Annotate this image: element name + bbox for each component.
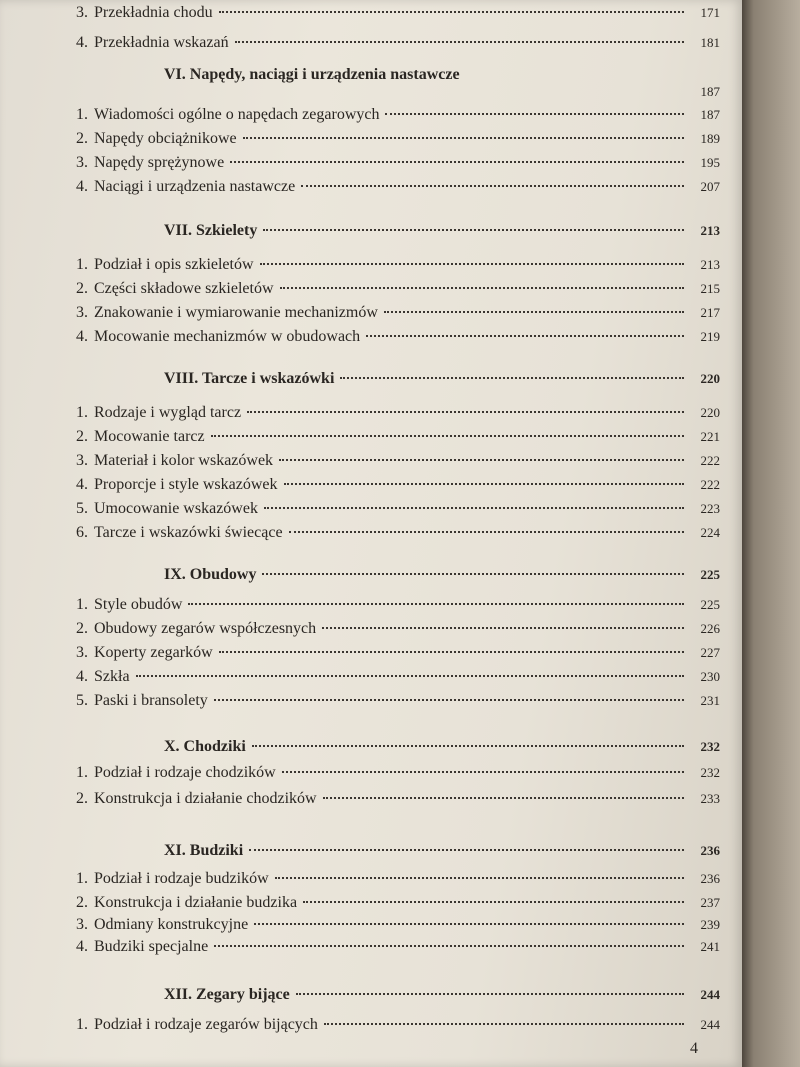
leader-dots <box>284 482 684 485</box>
leader-dots <box>384 310 684 313</box>
leader-dots <box>385 112 684 115</box>
leader-dots <box>262 572 684 575</box>
adjacent-page-edge <box>742 0 800 1067</box>
leader-dots <box>301 184 684 187</box>
toc-row-viii-4: 4. Proporcje i style wskazówek 222 <box>76 476 720 493</box>
toc-row-vii-3: 3. Znakowanie i wymiarowanie mechanizmów 217 <box>76 304 720 321</box>
toc-row-vii-1: 1. Podział i opis szkieletów 213 <box>76 256 720 273</box>
leader-dots <box>322 626 684 629</box>
toc-chapter-x: X. Chodziki 232 <box>164 738 720 755</box>
leader-dots <box>323 796 684 799</box>
toc-row-viii-1: 1. Rodzaje i wygląd tarcz 220 <box>76 404 720 421</box>
toc-row-viii-5: 5. Umocowanie wskazówek 223 <box>76 500 720 517</box>
leader-dots <box>230 160 684 163</box>
toc-row-vi-1: 1. Wiadomości ogólne o napędach zegarowych 187 <box>76 106 720 123</box>
toc-chapter-vi: VI. Napędy, naciągi i urządzenia nastawcze <box>164 66 460 83</box>
toc-row-vi-4: 4. Naciągi i urządzenia nastawcze 207 <box>76 178 720 195</box>
leader-dots <box>249 848 684 851</box>
toc-row-ix-2: 2. Obudowy zegarów współczesnych 226 <box>76 620 720 637</box>
toc-row-ix-1: 1. Style obudów 225 <box>76 596 720 613</box>
leader-dots <box>366 334 684 337</box>
leader-dots <box>219 650 684 653</box>
leader-dots <box>188 602 684 605</box>
toc-chapter-viii: VIII. Tarcze i wskazówki 220 <box>164 370 720 387</box>
toc-row-vii-4: 4. Mocowanie mechanizmów w obudowach 219 <box>76 328 720 345</box>
toc-row-viii-3: 3. Materiał i kolor wskazówek 222 <box>76 452 720 469</box>
toc-row-x-2: 2. Konstrukcja i działanie chodzików 233 <box>76 790 720 807</box>
leader-dots <box>260 262 684 265</box>
toc-row-xii-1: 1. Podział i rodzaje zegarów bijących 244 <box>76 1016 720 1033</box>
toc-chapter-xi: XI. Budziki 236 <box>164 842 720 859</box>
leader-dots <box>264 506 684 509</box>
toc-chapter-vii: VII. Szkielety 213 <box>164 222 720 239</box>
leader-dots <box>252 744 684 747</box>
toc-row-x-1: 1. Podział i rodzaje chodzików 232 <box>76 764 720 781</box>
leader-dots <box>282 770 684 773</box>
leader-dots <box>303 900 684 903</box>
page-number: 4 <box>690 1040 698 1057</box>
toc-row-viii-2: 2. Mocowanie tarcz 221 <box>76 428 720 445</box>
leader-dots <box>280 286 685 289</box>
leader-dots <box>275 876 684 879</box>
leader-dots <box>279 458 684 461</box>
toc-row-viii-6: 6. Tarcze i wskazówki świecące 224 <box>76 524 720 541</box>
leader-dots <box>296 992 684 995</box>
leader-dots <box>219 10 684 13</box>
leader-dots <box>211 434 684 437</box>
leader-dots <box>289 530 684 533</box>
toc-row-vi-3: 3. Napędy sprężynowe 195 <box>76 154 720 171</box>
book-page: 3. Przekładnia chodu 171 4. Przekładnia wskazań 181 VI. Napędy, naciągi i urządzenia nastawcze 187 1. Wiadomości ogólne o napędach zegarowych 187 2. Napędy obciążnikowe 189 3. Napędy sprężynowe 195 4. Naciągi i urządzenia nastawcze 207 VII. Szkielety 213 1. Podział i opis szkieletów 213 2. Części składowe szkieletów 215 3. Znakowanie i wymiarowanie mechanizmów 217 4. Mocowanie mechanizmów w obudowach 219 VIII. Tarcze i wskazówki 220 1. Rodzaje i wygląd tarcz 220 2. Mocowanie tarcz 221 3. Materiał i kolor wskazówek 222 4. Proporcje i style wskazówek 222 5. Umocowanie wskazówek 223 6. Tarcze i wskazówki świecące 224 IX. Obudowy 225 1. Style obudów 225 2. Obudowy zegarów współczesnych 226 3. Koperty zegarków 227 4. Szkła 230 5. Paski i bransolety 231 X. Chodziki 232 1. Podział i rodzaje chodzików 232 2. Konstrukcja i działanie chodzików 233 XI. Budziki 236 1. Podział i rodzaje budzików 236 2. Konstrukcja i działanie budzika 237 3. Odmiany konstrukcyjne 239 4. Budziki specjalne 241 XII. Zegary bijące 244 1. Podział i rodzaje zegarów bijących 244 4 <box>0 0 742 1067</box>
leader-dots <box>214 698 684 701</box>
toc-row-vi-2: 2. Napędy obciążnikowe 189 <box>76 130 720 147</box>
toc-row-ix-4: 4. Szkła 230 <box>76 668 720 685</box>
leader-dots <box>263 228 684 231</box>
leader-dots <box>235 40 684 43</box>
leader-dots <box>214 944 684 947</box>
toc-row-ch5-4: 4. Przekładnia wskazań 181 <box>76 34 720 51</box>
toc-row-xi-1: 1. Podział i rodzaje budzików 236 <box>76 870 720 887</box>
leader-dots <box>254 922 684 925</box>
toc-chapter-xii: XII. Zegary bijące 244 <box>164 986 720 1003</box>
toc-row-vii-2: 2. Części składowe szkieletów 215 <box>76 280 720 297</box>
leader-dots <box>136 674 684 677</box>
leader-dots <box>340 376 684 379</box>
toc-row-xi-2: 2. Konstrukcja i działanie budzika 237 <box>76 894 720 911</box>
leader-dots <box>324 1022 684 1025</box>
toc-row-ix-5: 5. Paski i bransolety 231 <box>76 692 720 709</box>
toc-row-ix-3: 3. Koperty zegarków 227 <box>76 644 720 661</box>
toc-row-ch5-3: 3. Przekładnia chodu 171 <box>76 4 720 21</box>
leader-dots <box>247 410 684 413</box>
toc-row-xi-4: 4. Budziki specjalne 241 <box>76 938 720 955</box>
leader-dots <box>243 136 684 139</box>
toc-chapter-ix: IX. Obudowy 225 <box>164 566 720 583</box>
toc-row-xi-3: 3. Odmiany konstrukcyjne 239 <box>76 916 720 933</box>
